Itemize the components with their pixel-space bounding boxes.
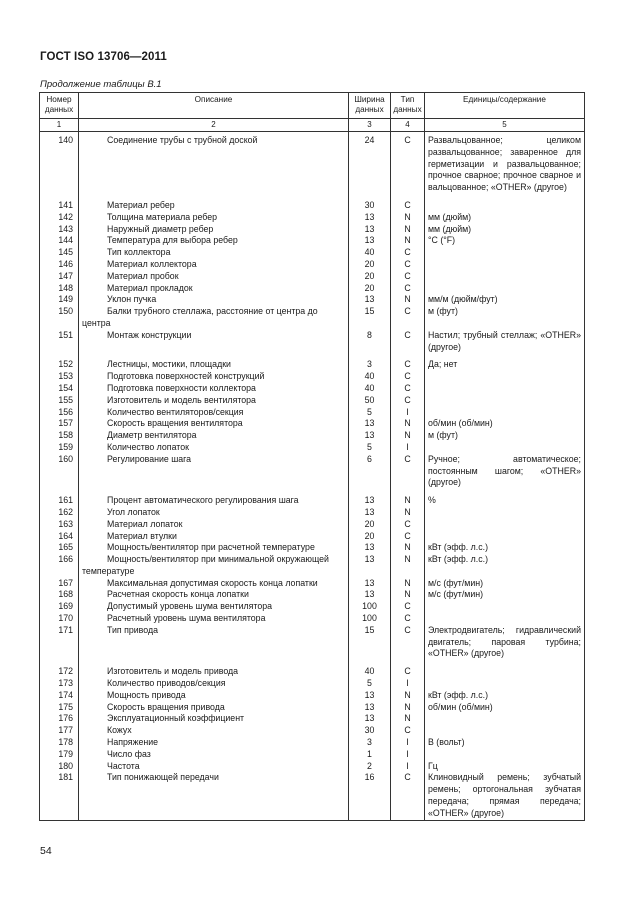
- column-number-row: [40, 119, 585, 132]
- row-units-cell: [425, 247, 585, 259]
- row-width-cell: 13: [349, 430, 391, 442]
- column-number: 4: [391, 119, 425, 132]
- row-number-cell: 164: [40, 531, 79, 543]
- row-number-cell: 157: [40, 418, 79, 430]
- row-units-cell: °C (°F): [425, 235, 585, 247]
- row-width-cell: 100: [349, 613, 391, 625]
- row-description-cell: Материал лопаток: [79, 519, 349, 531]
- row-width-cell: 24: [349, 132, 391, 200]
- row-units-cell: Настил; трубный стеллаж; «OTHER» (другое): [425, 330, 585, 360]
- row-type-cell: N: [391, 224, 425, 236]
- row-description-cell: Регулирование шага: [79, 454, 349, 495]
- row-width-cell: 3: [349, 737, 391, 749]
- row-number-cell: 152: [40, 359, 79, 371]
- table-row: [40, 495, 585, 507]
- column-number: 3: [349, 119, 391, 132]
- row-description-cell: Тип понижающей передачи: [79, 772, 349, 820]
- row-description-cell: Число фаз: [79, 749, 349, 761]
- row-type-cell: C: [391, 271, 425, 283]
- row-description-cell: Скорость вращения привода: [79, 702, 349, 714]
- row-width-cell: 1: [349, 749, 391, 761]
- row-description-cell: Угол лопаток: [79, 507, 349, 519]
- row-units-cell: кВт (эфф. л.с.): [425, 690, 585, 702]
- row-width-cell: 50: [349, 395, 391, 407]
- row-width-cell: 13: [349, 212, 391, 224]
- table-row: [40, 283, 585, 295]
- row-type-cell: C: [391, 247, 425, 259]
- table-row: [40, 224, 585, 236]
- row-type-cell: I: [391, 442, 425, 454]
- row-type-cell: C: [391, 772, 425, 820]
- table-row: [40, 519, 585, 531]
- column-number: 5: [425, 119, 585, 132]
- row-description-cell: Процент автоматического регулирования шага: [79, 495, 349, 507]
- row-type-cell: C: [391, 454, 425, 495]
- row-width-cell: 6: [349, 454, 391, 495]
- row-description-cell: Материал ребер: [79, 200, 349, 212]
- row-description-cell: Материал коллектора: [79, 259, 349, 271]
- table-row: [40, 418, 585, 430]
- row-number-cell: 178: [40, 737, 79, 749]
- row-type-cell: N: [391, 578, 425, 590]
- row-units-cell: кВт (эфф. л.с.): [425, 542, 585, 554]
- row-type-cell: N: [391, 690, 425, 702]
- row-width-cell: 13: [349, 702, 391, 714]
- row-number-cell: 175: [40, 702, 79, 714]
- row-description-cell: Количество приводов/секция: [79, 678, 349, 690]
- row-number-cell: 159: [40, 442, 79, 454]
- row-type-cell: N: [391, 294, 425, 306]
- row-number-cell: 149: [40, 294, 79, 306]
- row-type-cell: I: [391, 749, 425, 761]
- table-row: [40, 589, 585, 601]
- row-number-cell: 155: [40, 395, 79, 407]
- row-width-cell: 13: [349, 495, 391, 507]
- row-description-cell: Балки трубного стеллажа, расстояние от центра до центра: [79, 306, 349, 330]
- table-body: [40, 132, 585, 821]
- table-row: [40, 407, 585, 419]
- row-number-cell: 142: [40, 212, 79, 224]
- row-number-cell: 172: [40, 666, 79, 678]
- row-type-cell: C: [391, 200, 425, 212]
- row-width-cell: 15: [349, 625, 391, 666]
- row-type-cell: C: [391, 259, 425, 271]
- row-type-cell: N: [391, 507, 425, 519]
- row-number-cell: 156: [40, 407, 79, 419]
- row-width-cell: 13: [349, 713, 391, 725]
- row-width-cell: 40: [349, 247, 391, 259]
- row-units-cell: %: [425, 495, 585, 507]
- table-row: [40, 132, 585, 200]
- row-description-cell: Изготовитель и модель привода: [79, 666, 349, 678]
- row-width-cell: 13: [349, 235, 391, 247]
- row-units-cell: об/мин (об/мин): [425, 418, 585, 430]
- row-width-cell: 20: [349, 519, 391, 531]
- row-number-cell: 150: [40, 306, 79, 330]
- row-width-cell: 15: [349, 306, 391, 330]
- row-units-cell: В (вольт): [425, 737, 585, 749]
- document-title: ГОСТ ISO 13706—2011: [40, 51, 167, 63]
- row-description-cell: Материал втулки: [79, 531, 349, 543]
- table-row: [40, 578, 585, 590]
- row-type-cell: C: [391, 666, 425, 678]
- table-caption: Продолжение таблицы В.1: [40, 79, 162, 90]
- row-description-cell: Тип коллектора: [79, 247, 349, 259]
- row-description-cell: Мощность/вентилятор при расчетной температуре: [79, 542, 349, 554]
- row-type-cell: N: [391, 235, 425, 247]
- row-width-cell: 20: [349, 531, 391, 543]
- row-width-cell: 13: [349, 578, 391, 590]
- table-row: [40, 271, 585, 283]
- row-width-cell: 20: [349, 259, 391, 271]
- row-number-cell: 176: [40, 713, 79, 725]
- row-description-cell: Температура для выбора ребер: [79, 235, 349, 247]
- row-units-cell: [425, 678, 585, 690]
- table-row: [40, 383, 585, 395]
- row-width-cell: 13: [349, 224, 391, 236]
- row-description-cell: Напряжение: [79, 737, 349, 749]
- row-number-cell: 161: [40, 495, 79, 507]
- row-description-cell: Количество лопаток: [79, 442, 349, 454]
- column-header-units: Единицы/содержание: [425, 93, 585, 119]
- row-width-cell: 13: [349, 418, 391, 430]
- row-description-cell: Наружный диаметр ребер: [79, 224, 349, 236]
- row-width-cell: 30: [349, 725, 391, 737]
- row-type-cell: C: [391, 601, 425, 613]
- row-description-cell: Тип привода: [79, 625, 349, 666]
- row-type-cell: N: [391, 495, 425, 507]
- row-number-cell: 174: [40, 690, 79, 702]
- row-number-cell: 180: [40, 761, 79, 773]
- page-number: 54: [40, 845, 52, 857]
- row-width-cell: 30: [349, 200, 391, 212]
- table-row: [40, 359, 585, 371]
- row-type-cell: C: [391, 330, 425, 360]
- row-type-cell: C: [391, 383, 425, 395]
- data-table: [39, 92, 585, 821]
- row-number-cell: 166: [40, 554, 79, 578]
- table-row: [40, 554, 585, 578]
- row-number-cell: 140: [40, 132, 79, 200]
- row-units-cell: об/мин (об/мин): [425, 702, 585, 714]
- table-row: [40, 306, 585, 330]
- row-units-cell: кВт (эфф. л.с.): [425, 554, 585, 578]
- row-units-cell: [425, 749, 585, 761]
- table-row: [40, 749, 585, 761]
- row-units-cell: [425, 713, 585, 725]
- table-row: [40, 235, 585, 247]
- row-type-cell: N: [391, 702, 425, 714]
- row-width-cell: 40: [349, 383, 391, 395]
- row-description-cell: Подготовка поверхностей конструкций: [79, 371, 349, 383]
- row-description-cell: Эксплуатационный коэффициент: [79, 713, 349, 725]
- row-width-cell: 5: [349, 678, 391, 690]
- table-row: [40, 454, 585, 495]
- row-width-cell: 13: [349, 507, 391, 519]
- row-units-cell: мм/м (дюйм/фут): [425, 294, 585, 306]
- table-row: [40, 442, 585, 454]
- column-number: 2: [79, 119, 349, 132]
- row-description-cell: Изготовитель и модель вентилятора: [79, 395, 349, 407]
- row-width-cell: 13: [349, 554, 391, 578]
- row-number-cell: 154: [40, 383, 79, 395]
- row-units-cell: Гц: [425, 761, 585, 773]
- table-row: [40, 772, 585, 820]
- row-units-cell: [425, 371, 585, 383]
- row-type-cell: I: [391, 761, 425, 773]
- table-row: [40, 601, 585, 613]
- row-type-cell: N: [391, 589, 425, 601]
- row-number-cell: 169: [40, 601, 79, 613]
- table-row: [40, 678, 585, 690]
- row-number-cell: 143: [40, 224, 79, 236]
- row-units-cell: [425, 283, 585, 295]
- table-row: [40, 507, 585, 519]
- row-units-cell: мм (дюйм): [425, 224, 585, 236]
- row-width-cell: 13: [349, 542, 391, 554]
- table-row: [40, 294, 585, 306]
- row-units-cell: м/с (фут/мин): [425, 578, 585, 590]
- table-row: [40, 666, 585, 678]
- row-type-cell: I: [391, 737, 425, 749]
- table-row: [40, 737, 585, 749]
- row-description-cell: Уклон пучка: [79, 294, 349, 306]
- row-type-cell: C: [391, 359, 425, 371]
- row-description-cell: Лестницы, мостики, площадки: [79, 359, 349, 371]
- column-header-type: Тип данных: [391, 93, 425, 119]
- row-number-cell: 141: [40, 200, 79, 212]
- row-width-cell: 40: [349, 666, 391, 678]
- table-row: [40, 531, 585, 543]
- row-units-cell: м (фут): [425, 306, 585, 330]
- table-row: [40, 212, 585, 224]
- row-width-cell: 16: [349, 772, 391, 820]
- row-number-cell: 173: [40, 678, 79, 690]
- row-type-cell: C: [391, 531, 425, 543]
- row-units-cell: [425, 725, 585, 737]
- row-description-cell: Скорость вращения вентилятора: [79, 418, 349, 430]
- row-description-cell: Подготовка поверхности коллектора: [79, 383, 349, 395]
- row-width-cell: 40: [349, 371, 391, 383]
- row-description-cell: Диаметр вентилятора: [79, 430, 349, 442]
- row-description-cell: Частота: [79, 761, 349, 773]
- row-type-cell: C: [391, 371, 425, 383]
- table-row: [40, 702, 585, 714]
- row-type-cell: N: [391, 554, 425, 578]
- row-number-cell: 165: [40, 542, 79, 554]
- row-units-cell: [425, 601, 585, 613]
- row-number-cell: 167: [40, 578, 79, 590]
- row-units-cell: [425, 407, 585, 419]
- row-number-cell: 151: [40, 330, 79, 360]
- row-description-cell: Толщина материала ребер: [79, 212, 349, 224]
- table-row: [40, 430, 585, 442]
- row-type-cell: N: [391, 713, 425, 725]
- row-type-cell: C: [391, 132, 425, 200]
- row-units-cell: [425, 666, 585, 678]
- row-number-cell: 148: [40, 283, 79, 295]
- row-units-cell: [425, 395, 585, 407]
- row-number-cell: 177: [40, 725, 79, 737]
- row-width-cell: 5: [349, 407, 391, 419]
- row-number-cell: 160: [40, 454, 79, 495]
- column-header-number: Номер данных: [40, 93, 79, 119]
- row-type-cell: C: [391, 306, 425, 330]
- row-units-cell: [425, 200, 585, 212]
- row-number-cell: 145: [40, 247, 79, 259]
- row-type-cell: N: [391, 430, 425, 442]
- row-description-cell: Допустимый уровень шума вентилятора: [79, 601, 349, 613]
- row-type-cell: C: [391, 395, 425, 407]
- table-row: [40, 542, 585, 554]
- row-description-cell: Расчетный уровень шума вентилятора: [79, 613, 349, 625]
- row-description-cell: Максимальная допустимая скорость конца лопатки: [79, 578, 349, 590]
- row-units-cell: Электродвигатель; гидравлический двигатель; паровая турбина; «OTHER» (другое): [425, 625, 585, 666]
- table-row: [40, 371, 585, 383]
- row-width-cell: 5: [349, 442, 391, 454]
- row-type-cell: I: [391, 678, 425, 690]
- row-description-cell: Монтаж конструкции: [79, 330, 349, 360]
- row-units-cell: Да; нет: [425, 359, 585, 371]
- row-description-cell: Кожух: [79, 725, 349, 737]
- row-width-cell: 20: [349, 271, 391, 283]
- table-row: [40, 395, 585, 407]
- row-type-cell: N: [391, 542, 425, 554]
- row-type-cell: N: [391, 418, 425, 430]
- row-number-cell: 181: [40, 772, 79, 820]
- row-units-cell: Клиновидный ремень; зубчатый ремень; ортогональная зубчатая передача; прямая передача; «OTHER» (другое): [425, 772, 585, 820]
- row-units-cell: м (фут): [425, 430, 585, 442]
- row-units-cell: [425, 531, 585, 543]
- row-description-cell: Мощность привода: [79, 690, 349, 702]
- row-type-cell: I: [391, 407, 425, 419]
- table-row: [40, 200, 585, 212]
- row-units-cell: мм (дюйм): [425, 212, 585, 224]
- row-description-cell: Материал пробок: [79, 271, 349, 283]
- row-width-cell: 20: [349, 283, 391, 295]
- row-width-cell: 100: [349, 601, 391, 613]
- row-number-cell: 170: [40, 613, 79, 625]
- table-row: [40, 247, 585, 259]
- row-description-cell: Материал прокладок: [79, 283, 349, 295]
- row-number-cell: 168: [40, 589, 79, 601]
- row-width-cell: 13: [349, 690, 391, 702]
- row-type-cell: C: [391, 613, 425, 625]
- row-type-cell: N: [391, 212, 425, 224]
- row-type-cell: C: [391, 725, 425, 737]
- row-units-cell: [425, 442, 585, 454]
- row-number-cell: 147: [40, 271, 79, 283]
- table-row: [40, 725, 585, 737]
- table-row: [40, 259, 585, 271]
- row-number-cell: 171: [40, 625, 79, 666]
- row-width-cell: 13: [349, 294, 391, 306]
- table-row: [40, 690, 585, 702]
- row-units-cell: [425, 383, 585, 395]
- column-header-width: Ширина данных: [349, 93, 391, 119]
- row-units-cell: м/с (фут/мин): [425, 589, 585, 601]
- header-row: [40, 93, 585, 119]
- column-number: 1: [40, 119, 79, 132]
- row-units-cell: Развальцованное; целиком развальцованное; заваренное для герметизации и развальцованное; прочное сварное; прочное сварное и вальцованное; «OTHER» (другое): [425, 132, 585, 200]
- row-units-cell: [425, 519, 585, 531]
- row-number-cell: 162: [40, 507, 79, 519]
- row-type-cell: C: [391, 283, 425, 295]
- row-description-cell: Мощность/вентилятор при минимальной окружающей температуре: [79, 554, 349, 578]
- row-description-cell: Количество вентиляторов/секция: [79, 407, 349, 419]
- row-width-cell: 13: [349, 589, 391, 601]
- row-width-cell: 2: [349, 761, 391, 773]
- row-units-cell: Ручное; автоматическое; постоянным шагом; «OTHER» (другое): [425, 454, 585, 495]
- row-number-cell: 163: [40, 519, 79, 531]
- table-row: [40, 713, 585, 725]
- row-description-cell: Расчетная скорость конца лопатки: [79, 589, 349, 601]
- table-row: [40, 625, 585, 666]
- row-type-cell: C: [391, 519, 425, 531]
- table-row: [40, 330, 585, 360]
- column-header-description: Описание: [79, 93, 349, 119]
- row-type-cell: C: [391, 625, 425, 666]
- table-row: [40, 761, 585, 773]
- row-number-cell: 158: [40, 430, 79, 442]
- row-number-cell: 146: [40, 259, 79, 271]
- row-units-cell: [425, 271, 585, 283]
- row-units-cell: [425, 259, 585, 271]
- row-units-cell: [425, 507, 585, 519]
- row-number-cell: 179: [40, 749, 79, 761]
- row-width-cell: 8: [349, 330, 391, 360]
- row-width-cell: 3: [349, 359, 391, 371]
- row-units-cell: [425, 613, 585, 625]
- table-row: [40, 613, 585, 625]
- row-number-cell: 144: [40, 235, 79, 247]
- row-number-cell: 153: [40, 371, 79, 383]
- row-description-cell: Соединение трубы с трубной доской: [79, 132, 349, 200]
